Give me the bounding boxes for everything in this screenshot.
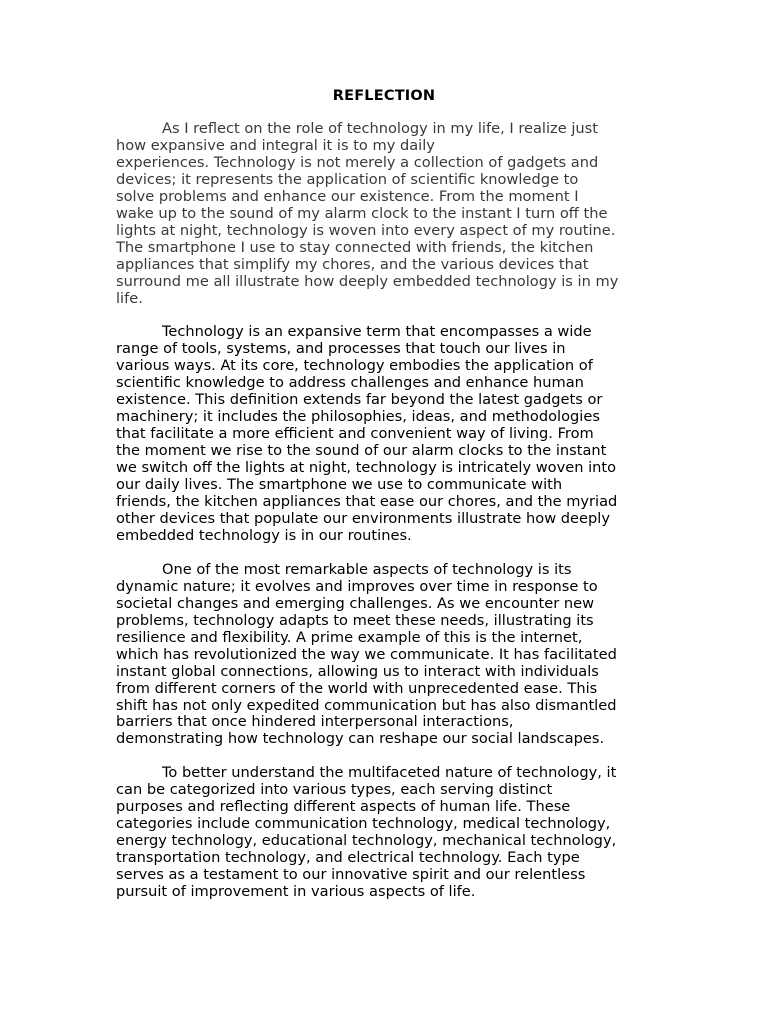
text-line: wake up to the sound of my alarm clock to the instant I turn off the (116, 204, 608, 222)
paragraph-2 (116, 324, 656, 544)
text-line: categories include communication technology, medical technology, (116, 815, 611, 833)
text-line: dynamic nature; it evolves and improves over time in response to (116, 577, 598, 595)
text-line: how expansive and integral it is to my daily (116, 136, 435, 154)
text-line: As I reflect on the role of technology in my life, I realize just (162, 120, 598, 137)
paragraph-3 (116, 562, 656, 748)
text-line: devices; it represents the application of scientific knowledge to (116, 170, 579, 188)
text-line: life. (116, 289, 143, 307)
text-line: demonstrating how technology can reshape our social landscapes. (116, 730, 605, 748)
text-line: energy technology, educational technology, mechanical technology, (116, 832, 617, 850)
document-body (116, 121, 656, 901)
text-line: pursuit of improvement in various aspects of life. (116, 883, 476, 901)
paragraph-1 (116, 121, 656, 307)
text-line: the moment we rise to the sound of our alarm clocks to the instant (116, 442, 607, 460)
text-line: other devices that populate our environments illustrate how deeply (116, 509, 610, 527)
text-line: The smartphone I use to stay connected with friends, the kitchen (116, 238, 594, 256)
text-line: embedded technology is in our routines. (116, 526, 412, 544)
text-line: instant global connections, allowing us to interact with individuals (116, 662, 599, 680)
text-line: our daily lives. The smartphone we use to communicate with (116, 476, 563, 494)
text-line: surround me all illustrate how deeply embedded technology is in my (116, 272, 619, 290)
text-line: range of tools, systems, and processes that touch our lives in (116, 340, 566, 358)
text-line: Technology is an expansive term that encompasses a wide (162, 323, 592, 341)
text-line: can be categorized into various types, each serving distinct (116, 781, 553, 799)
text-line: problems, technology adapts to meet these needs, illustrating its (116, 611, 594, 629)
text-line: lights at night, technology is woven into every aspect of my routine. (116, 221, 616, 239)
text-line: experiences. Technology is not merely a collection of gadgets and (116, 153, 599, 171)
text-line: from different corners of the world with unprecedented ease. This (116, 679, 598, 697)
text-line: appliances that simplify my chores, and the various devices that (116, 255, 589, 273)
text-line: scientific knowledge to address challenges and enhance human (116, 374, 584, 392)
text-line: purposes and reflecting different aspects of human life. These (116, 798, 571, 816)
text-line: transportation technology, and electrical technology. Each type (116, 849, 580, 867)
text-line: friends, the kitchen appliances that ease our chores, and the myriad (116, 493, 618, 511)
text-line: societal changes and emerging challenges. As we encounter new (116, 594, 595, 612)
text-line: serves as a testament to our innovative spirit and our relentless (116, 866, 586, 884)
paragraph-4 (116, 765, 656, 901)
document-title: REFLECTION (332, 88, 436, 104)
text-line: that facilitate a more efficient and convenient way of living. From (116, 425, 594, 443)
text-line: we switch off the lights at night, technology is intricately woven into (116, 459, 617, 477)
text-line: shift has not only expedited communication but has also dismantled (116, 696, 617, 714)
text-line: resilience and flexibility. A prime example of this is the internet, (116, 628, 583, 646)
text-line: machinery; it includes the philosophies, ideas, and methodologies (116, 408, 600, 426)
text-line: solve problems and enhance our existence. From the moment I (116, 187, 579, 205)
text-line: To better understand the multifaceted nature of technology, it (162, 764, 617, 782)
text-line: which has revolutionized the way we communicate. It has facilitated (116, 645, 617, 663)
text-line: various ways. At its core, technology embodies the application of (116, 357, 593, 375)
text-line: One of the most remarkable aspects of technology is its (162, 560, 572, 578)
text-line: barriers that once hindered interpersonal interactions, (116, 713, 514, 731)
text-line: existence. This definition extends far beyond the latest gadgets or (116, 391, 603, 409)
